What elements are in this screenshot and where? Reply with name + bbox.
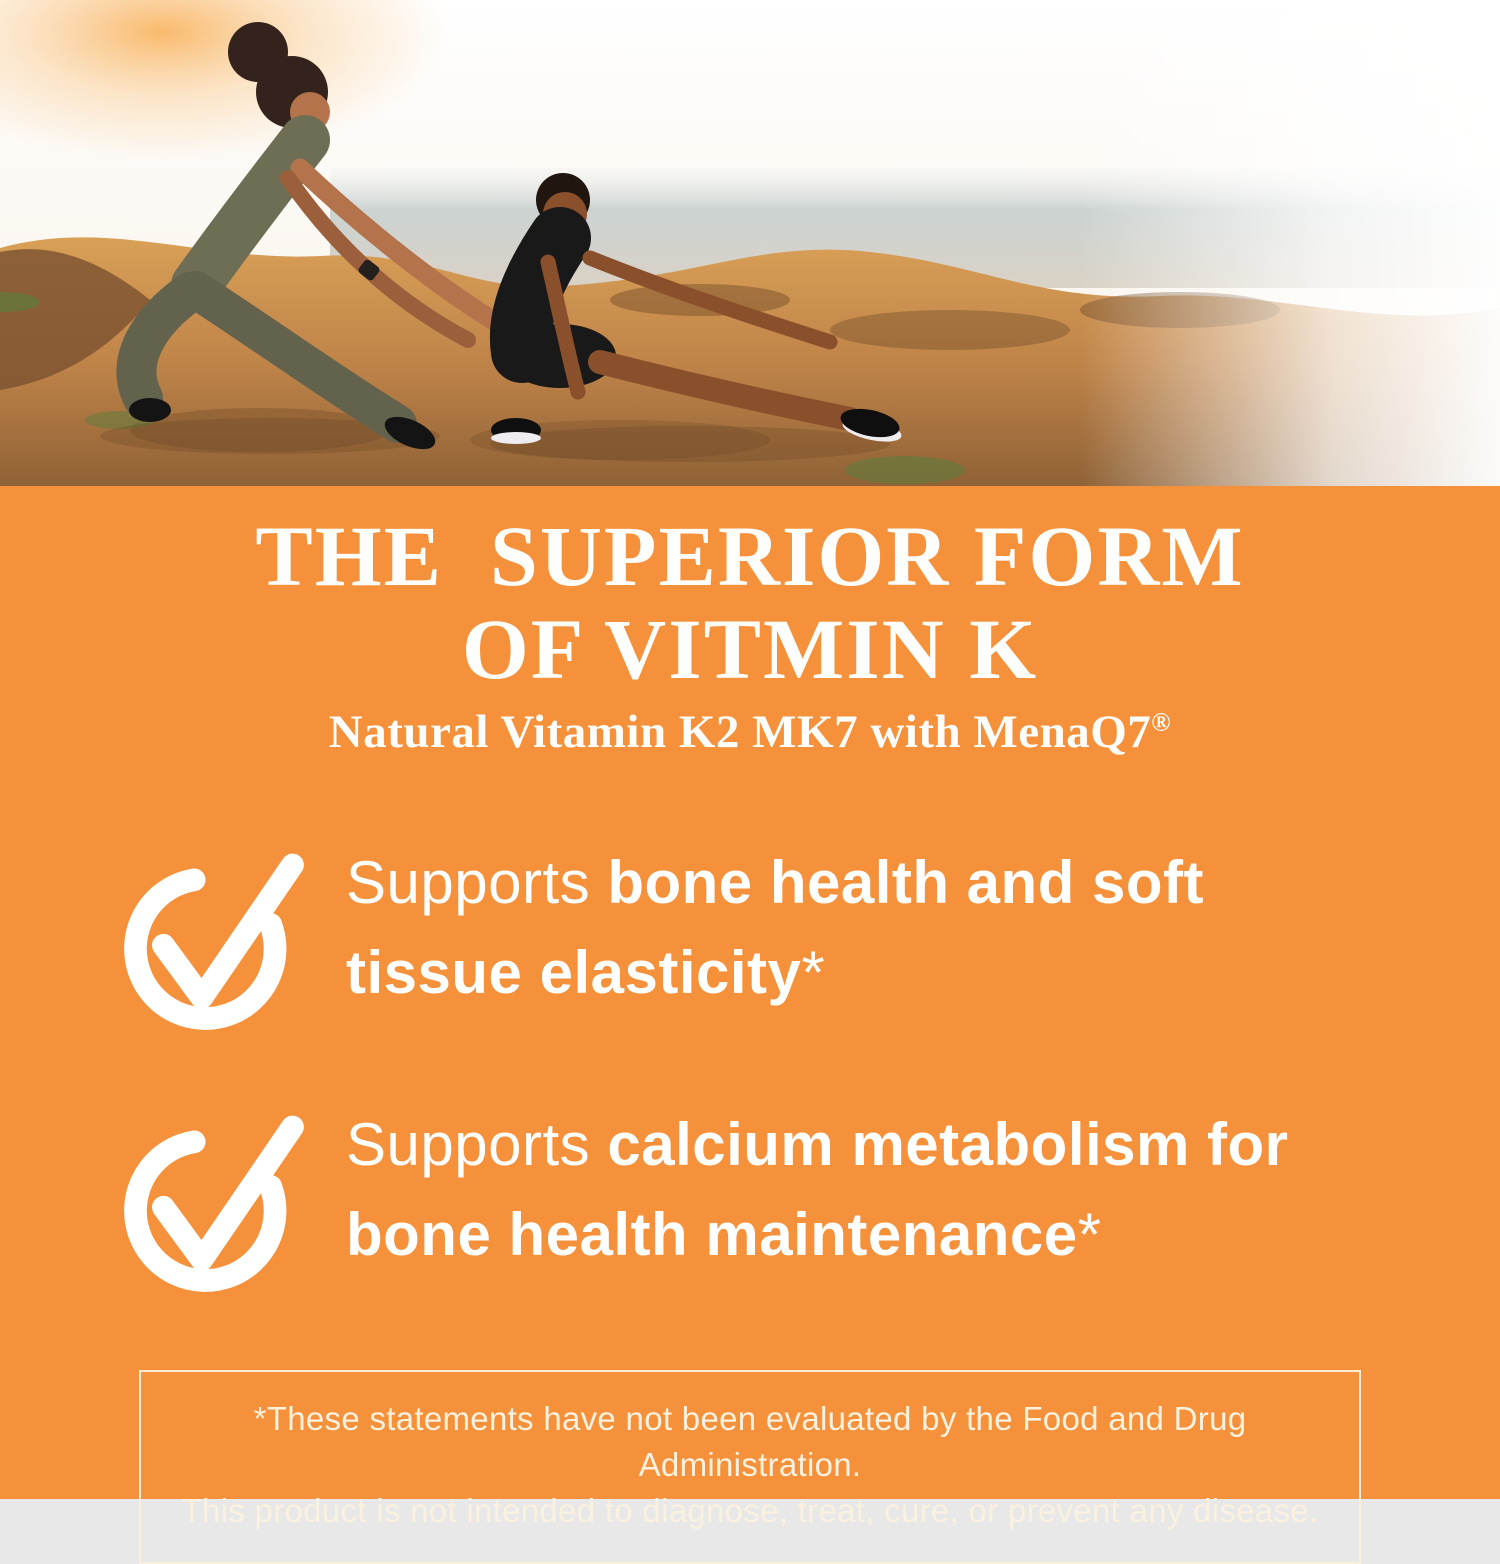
- headline-line1: THE SUPERIOR FORM: [255, 508, 1245, 604]
- check-circle-icon: [118, 1106, 310, 1298]
- subtitle: [0, 704, 1500, 760]
- benefit-item-calcium-metabolism: [118, 1106, 1500, 1298]
- hero-photo-illustration: [0, 0, 1500, 486]
- benefit-bold-text: tissue elasticity: [346, 939, 802, 1006]
- benefit-bold-text: bone health maintenance: [346, 1201, 1078, 1268]
- benefit-item-bone-health: [118, 844, 1500, 1036]
- headline: [0, 510, 1500, 696]
- benefit-text: [346, 838, 1204, 1018]
- benefit-list: [118, 844, 1500, 1298]
- subtitle-text: Natural Vitamin K2 MK7 with MenaQ7: [328, 706, 1152, 758]
- info-panel: [0, 486, 1500, 1529]
- benefit-text: [346, 1100, 1289, 1280]
- asterisk-footnote-marker: *: [801, 939, 826, 1006]
- disclaimer-box: [139, 1370, 1361, 1564]
- benefit-bold-text: bone health and soft: [607, 849, 1204, 916]
- check-circle-icon: [118, 844, 310, 1036]
- disclaimer-line1: *These statements have not been evaluated by the Food and Drug Administration.: [253, 1400, 1247, 1483]
- benefit-regular-text: Supports: [346, 1111, 608, 1178]
- disclaimer-line2: This product is not intended to diagnose, treat, cure, or prevent any disease.: [181, 1492, 1319, 1529]
- headline-line2: OF VITMIN K: [461, 601, 1039, 697]
- registered-trademark-symbol: ®: [1151, 707, 1172, 737]
- hero-photo: [0, 0, 1500, 486]
- right-haze: [1080, 0, 1500, 486]
- benefit-bold-text: calcium metabolism for: [607, 1111, 1289, 1178]
- benefit-regular-text: Supports: [346, 849, 608, 916]
- asterisk-footnote-marker: *: [1077, 1201, 1102, 1268]
